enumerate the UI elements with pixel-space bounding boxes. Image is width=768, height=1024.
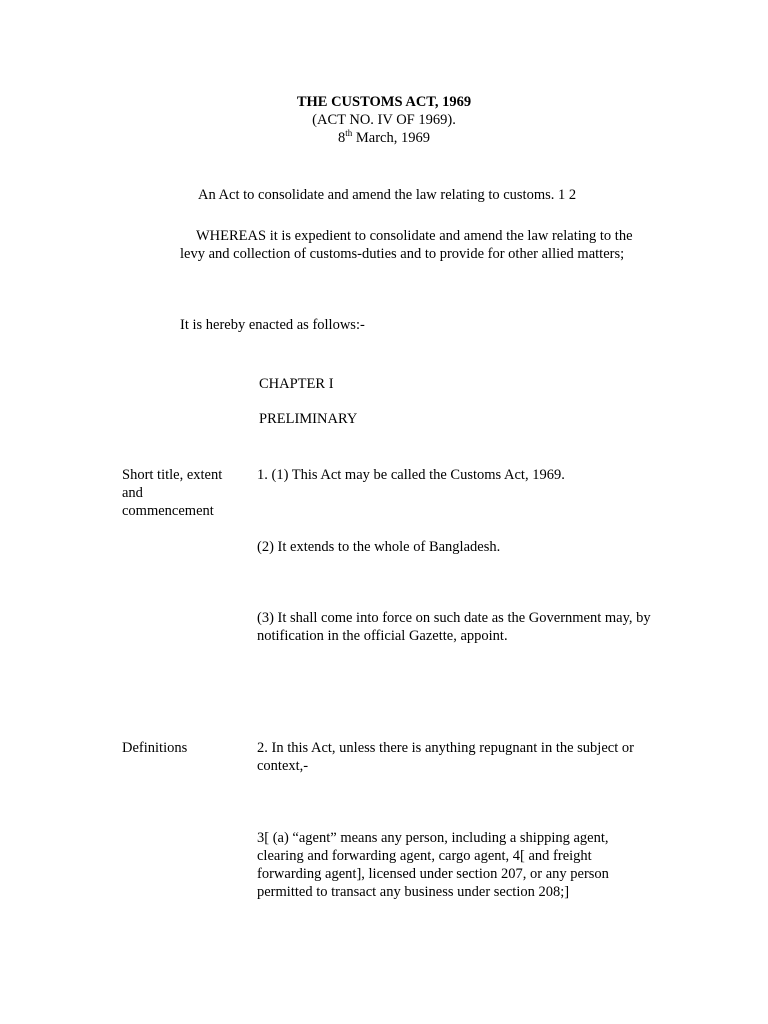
act-title: THE CUSTOMS ACT, 1969 <box>296 94 472 110</box>
act-date <box>0 129 768 147</box>
section-1-sub-1: 1. (1) This Act may be called the Customs Act, 1969. <box>257 467 565 483</box>
marginal-note-short-title: Short title, extent and commencement <box>122 467 223 519</box>
act-number: (ACT NO. IV OF 1969). <box>312 112 456 128</box>
enactment-formula: It is hereby enacted as follows:- <box>180 317 365 333</box>
chapter-name: PRELIMINARY <box>259 411 358 427</box>
section-2-clause-a: 3[ (a) “agent” means any person, including a shipping agent, clearing and forwarding agent, cargo agent, 4[ and freight forwarding agent], licensed under section 207, or any person permitted to transact any business under section 208;] <box>257 830 609 900</box>
date-suffix: th <box>345 128 353 139</box>
long-title: An Act to consolidate and amend the law relating to customs. 1 2 <box>198 187 577 203</box>
date-rest: March, 1969 <box>352 130 430 146</box>
section-1-sub-3: (3) It shall come into force on such date as the Government may, by notification in the official Gazette, appoint. <box>257 610 651 644</box>
section-2-intro: 2. In this Act, unless there is anything repugnant in the subject or context,- <box>257 740 634 774</box>
chapter-number: CHAPTER I <box>259 376 334 392</box>
marginal-note-definitions: Definitions <box>122 740 188 756</box>
whereas-clause: WHEREAS it is expedient to consolidate and amend the law relating to the levy and collection of customs-duties and to provide for other allied matters; <box>180 228 633 262</box>
section-1-sub-2: (2) It extends to the whole of Bangladesh. <box>257 539 501 555</box>
date-day: 8 <box>338 130 346 146</box>
